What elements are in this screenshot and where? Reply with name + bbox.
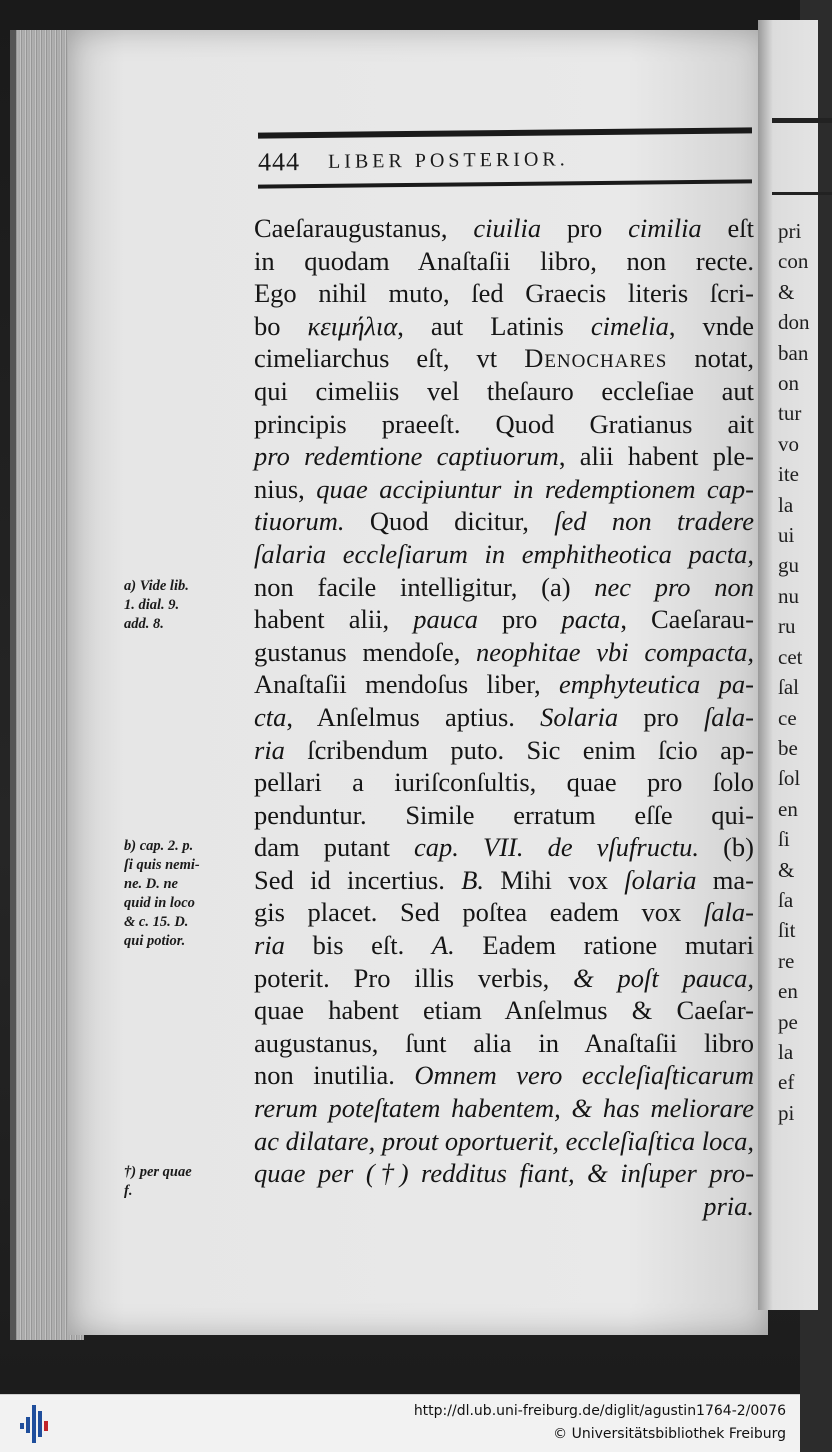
facing-page-fragment: nu (778, 583, 799, 608)
page-body-text (254, 212, 754, 1222)
text-line (254, 375, 754, 408)
facing-page-fragment: gu (778, 553, 799, 578)
margin-note (124, 577, 259, 634)
facing-page-fragment: con (778, 249, 809, 274)
text-run: Anaſtaſii mendoſus liber, (254, 669, 560, 700)
facing-page-rule-lower (772, 192, 832, 195)
facing-page-fragment: en (778, 796, 798, 821)
facing-page-fragment: & (778, 857, 795, 882)
text-run: principis praeeſt. Quod Gratianus ait (254, 408, 754, 439)
text-line (254, 212, 754, 245)
margin-note-line: a) Vide lib. (124, 577, 189, 594)
text-run: gustanus mendoſe, (254, 636, 477, 667)
text-line (254, 440, 754, 473)
text-line (254, 603, 754, 636)
margin-note-line: add. 8. (124, 615, 164, 632)
text-run: in quodam Anaſtaſii libro, non recte. (254, 245, 754, 276)
text-line (254, 668, 754, 701)
italic-run: ſolaria (624, 864, 697, 895)
facing-page-fragment: pri (778, 219, 802, 243)
facing-page-fragment: la (778, 492, 794, 517)
facing-page-fragment: ite (778, 462, 799, 487)
text-line (254, 1092, 754, 1125)
italic-run: quae per (†) redditus fiant, & inſuper pro- (254, 1158, 754, 1189)
facing-page-fragment: on (778, 371, 799, 396)
italic-run: ſed non tradere (554, 506, 754, 537)
text-line (254, 766, 754, 799)
facing-page-fragment: ban (778, 340, 809, 365)
text-line (254, 799, 754, 832)
margin-note-line: ne. D. ne (124, 876, 178, 893)
text-run: non inutilia. (254, 1060, 415, 1091)
text-run: , alii habent ple- (558, 441, 755, 472)
italic-run: κειμήλια (307, 310, 398, 341)
italic-run: B. (461, 864, 485, 895)
text-line (254, 929, 754, 962)
italic-run: neophitae vbi compacta, (476, 636, 754, 667)
permalink[interactable]: http://dl.ub.uni-freiburg.de/diglit/agustin1764-2/0076 (413, 1403, 786, 1419)
italic-run: ciuilia (473, 213, 542, 243)
text-run: , Anſelmus aptius. (286, 701, 541, 732)
facing-page-fragment: be (778, 735, 798, 760)
margin-note-line: ſi quis nemi- (124, 857, 200, 874)
running-head: LIBER POSTERIOR. (327, 147, 569, 173)
italic-run: Solaria (540, 701, 619, 732)
page-number: 444 (257, 147, 301, 177)
facing-page-fragment: ef (778, 1070, 795, 1095)
facing-page-rule (772, 118, 832, 123)
text-line (254, 701, 754, 734)
text-line (254, 1125, 754, 1158)
facing-page-fragment: ſit (778, 918, 796, 943)
italic-run: rerum poteſtatem habentem, & has meliorare (254, 1093, 754, 1124)
text-run: penduntur. Simile erratum eſſe qui- (254, 799, 754, 830)
italic-run: quae accipiuntur in redemptionem cap- (316, 473, 754, 504)
text-line (254, 896, 754, 929)
italic-run: emphyteutica pa- (559, 669, 754, 700)
facing-page-fragment: pi (778, 1100, 795, 1125)
margin-note-line: & c. 15. D. (124, 914, 189, 931)
text-run: pro (618, 701, 704, 732)
text-run: qui cimeliis vel theſauro eccleſiae aut (254, 375, 754, 406)
margin-note-line: b) cap. 2. p. (124, 838, 194, 855)
text-line (254, 408, 754, 441)
facing-page-fragment: ſi (778, 827, 790, 852)
text-run: ſcribendum puto. Sic enim ſcio ap- (284, 734, 754, 765)
text-line (254, 1059, 754, 1092)
text-run: Sed id incertius. (254, 864, 462, 895)
margin-note-line: quid in loco (124, 895, 195, 912)
facing-page-fragment: pe (778, 1009, 798, 1034)
italic-run: tiuorum. (254, 506, 345, 537)
italic-run: Omnem vero eccleſiaſticarum (414, 1060, 755, 1091)
text-run: augustanus, ſunt alia in Anaſtaſii libro (254, 1027, 754, 1058)
text-run: , Caeſarau- (620, 604, 754, 635)
facing-page-fragment: vo (778, 431, 799, 456)
italic-run: pria. (703, 1190, 754, 1221)
text-line (254, 994, 754, 1027)
text-run: habent alii, (254, 604, 414, 635)
text-line (254, 571, 754, 604)
facing-page-fragment: en (778, 979, 798, 1004)
text-line (254, 310, 754, 343)
italic-run: pro redemtione captiuorum (254, 441, 559, 472)
margin-note (124, 1163, 259, 1201)
text-line (254, 473, 754, 506)
text-line (254, 538, 754, 571)
text-run: notat, (667, 343, 754, 374)
text-run: (b) (698, 832, 754, 863)
text-run: Ego nihil muto, ſed Graecis literis ſcri- (254, 278, 754, 309)
facing-page-text (778, 216, 818, 1128)
library-logo-icon[interactable] (14, 1403, 54, 1443)
text-run: pro (478, 604, 562, 635)
italic-run: ria (254, 930, 285, 961)
italic-run: ſala- (703, 701, 754, 732)
italic-run: nec pro non (594, 571, 755, 602)
text-run: poterit. Pro illis verbis, (254, 962, 574, 993)
small-caps-run: Denochares (524, 343, 668, 374)
italic-run: ac dilatare, prout oportuerit, eccleſiaſtica loca, (254, 1125, 754, 1156)
italic-run: ſala- (703, 897, 754, 928)
text-run: Caeſaraugustanus, (254, 213, 474, 243)
text-run: Eadem ratione mutari (454, 930, 754, 961)
text-run: , vnde (668, 310, 754, 341)
italic-run: ſalaria eccleſiarum in emphitheotica pacta, (254, 538, 754, 569)
italic-run: cimelia (590, 310, 669, 341)
margin-note-line: 1. dial. 9. (124, 596, 180, 613)
margin-note-line: qui potior. (124, 933, 186, 950)
text-run: non facile intelligitur, (a) (254, 571, 595, 602)
italic-run: pacta (561, 604, 621, 635)
italic-run: cimilia (628, 213, 702, 243)
italic-run: pauca (413, 604, 478, 635)
text-run: quae habent etiam Anſelmus & Caeſar- (254, 995, 754, 1026)
text-line (254, 864, 754, 897)
text-run: bis eſt. (284, 930, 432, 961)
italic-run: A. (431, 930, 455, 961)
facing-page-fragment: tur (778, 401, 802, 426)
italic-run: cap. VII. de vſufructu. (414, 832, 699, 863)
facing-page-fragment: re (778, 948, 795, 973)
text-run: pro (541, 213, 629, 243)
italic-run: & poſt pauca, (573, 962, 755, 993)
facing-page-fragment: la (778, 1039, 794, 1064)
text-run: Quod dicitur, (344, 506, 555, 537)
text-run: bo (254, 310, 308, 341)
text-line (254, 277, 754, 310)
copyright-notice: © Universitätsbibliothek Freiburg (553, 1426, 786, 1442)
text-run: eſt (701, 213, 754, 243)
margin-note (124, 837, 259, 951)
facing-page-fragment: don (778, 310, 810, 335)
facing-page-fragment: ſa (778, 887, 794, 912)
text-line (254, 636, 754, 669)
text-run: ma- (696, 864, 754, 895)
facing-page-fragment: & (778, 279, 795, 304)
facing-page-edge (758, 20, 818, 1310)
text-run: nius, (254, 473, 317, 504)
facing-page-fragment: ui (778, 523, 795, 548)
facing-page-fragment: ru (778, 614, 796, 639)
facing-page-fragment: ſol (778, 766, 801, 791)
viewer-footer (0, 1394, 800, 1452)
text-line (254, 962, 754, 995)
italic-run: ria (254, 734, 285, 765)
italic-run: cta (254, 701, 287, 732)
facing-page-fragment: cet (778, 644, 803, 669)
text-line (254, 342, 754, 375)
facing-page-fragment: ſal (778, 675, 799, 700)
text-run: dam putant (254, 832, 415, 863)
text-line (254, 1190, 754, 1223)
text-run: gis placet. Sed poſtea eadem vox (254, 897, 704, 928)
text-run: Mihi vox (484, 864, 625, 895)
text-line (254, 245, 754, 278)
text-line (254, 505, 754, 538)
text-line (254, 831, 754, 864)
text-line (254, 734, 754, 767)
text-line (254, 1157, 754, 1190)
margin-note-line: †) per quae (124, 1164, 192, 1181)
page-header (258, 139, 752, 180)
facing-page-fragment: ce (778, 705, 797, 730)
text-run: pellari a iuriſconſultis, quae pro ſolo (254, 767, 754, 798)
text-run: , aut Latinis (397, 310, 591, 341)
text-line (254, 1027, 754, 1060)
text-run: cimeliarchus eſt, vt (254, 343, 525, 374)
margin-note-line: f. (124, 1183, 133, 1200)
